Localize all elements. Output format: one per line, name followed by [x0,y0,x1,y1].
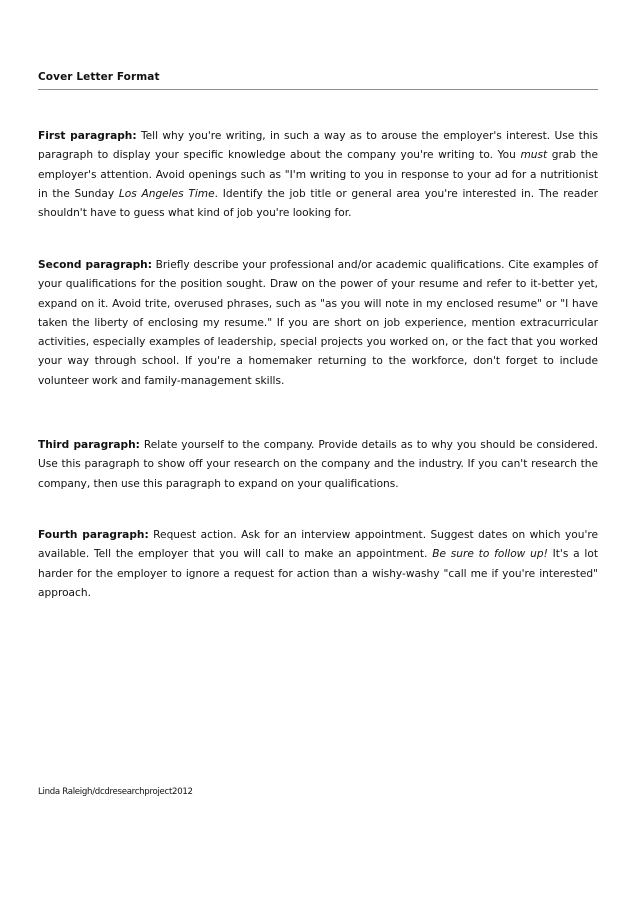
first-paragraph-text-1: Tell why you're writing, in such a way as to arouse the employer's interest. Use this paragraph to display your specific knowledge about the company you're writing to. You [38,130,598,162]
third-paragraph-text: Relate yourself to the company. Provide details as to why you should be considered. Use this paragraph to show off your research on the company and the industry. If you can't research the company, then use this paragraph to expand on your qualifications. [38,439,598,490]
second-paragraph-text: Briefly describe your professional and/or academic qualifications. Cite examples of your qualifications for the position sought. Draw on the power of your resume and refer to it-better yet, expand on it. Avoid trite, overused phrases, such as "as you will note in my enclosed resume" or "I have taken the liberty of enclosing my resume." If you are short on job experience, mention extracurricular activities, especially examples of leadership, special projects you worked on, or the fact that you worked your way through school. If you're a homemaker returning to the workforce, don't forget to include volunteer work and family-management skills. [38,259,598,387]
first-paragraph-emphasis-1: must [520,149,548,162]
fourth-paragraph [38,526,598,603]
second-paragraph-heading: Second paragraph: [38,259,152,271]
fourth-paragraph-text-2: It's a lot harder for the employer to ignore a request for action than a wishy-washy "call me if you're interested" approach. [38,548,599,599]
first-paragraph-text-3: . Identify the job title or general area you're interested in. The reader shouldn't have to guess what kind of job you're looking for. [38,187,598,220]
first-paragraph-text-2: grab the employer's attention. Avoid openings such as "I'm writing to you in response to your ad for a nutritionist in the Sunday [38,149,598,200]
fourth-paragraph-heading: Fourth paragraph: [38,529,149,541]
document-title: Cover Letter Format [38,71,598,90]
first-paragraph-emphasis-2: Los Angeles Time [118,187,215,200]
first-paragraph [38,127,598,223]
first-paragraph-heading: First paragraph: [38,130,137,142]
second-paragraph [38,256,598,391]
third-paragraph-heading: Third paragraph: [38,439,140,451]
third-paragraph [38,436,598,494]
fourth-paragraph-text-1: Request action. Ask for an interview appointment. Suggest dates on which you're available. Tell the employer that you will call to make an appointment. [38,529,598,561]
footer-credit: Linda Raleigh/dcdresearchproject2012 [38,787,193,797]
fourth-paragraph-emphasis: Be sure to follow up! [432,548,548,561]
